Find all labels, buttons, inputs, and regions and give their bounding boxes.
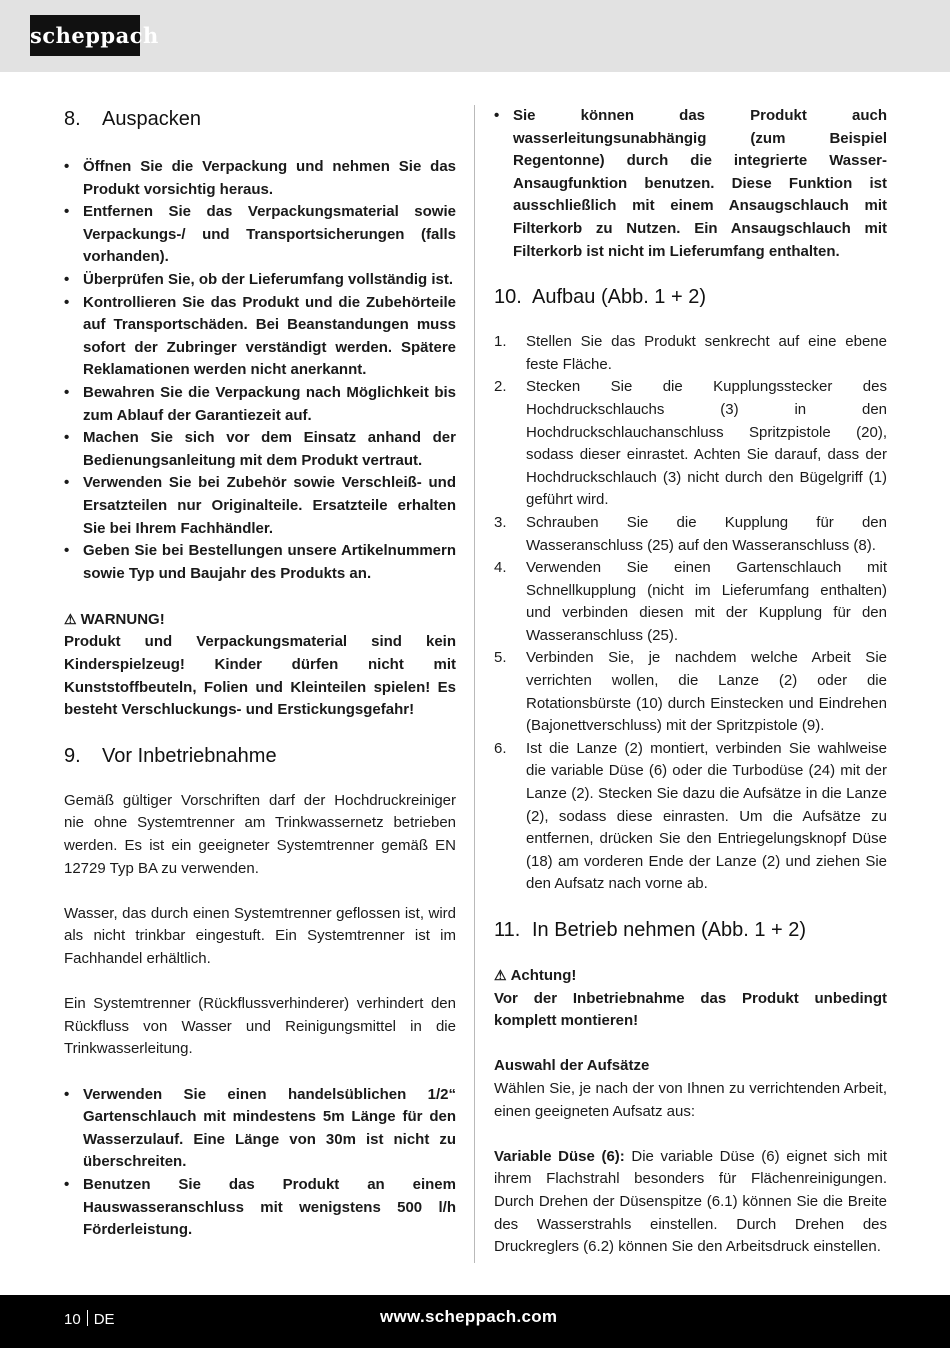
column-divider <box>474 105 475 1263</box>
step-item: 4. Verwenden Sie einen Gartenschlauch mit Schnellkupplung (nicht im Lieferumfang enthalten) und verbinden diesen mit der Kupplung für den Wasseranschluss (25). <box>494 559 887 644</box>
separator <box>87 1310 88 1326</box>
list-item: • Öffnen Sie die Verpackung und nehmen Sie das Produkt vorsichtig heraus. <box>64 158 456 198</box>
footer-bar <box>0 1295 950 1348</box>
attention-label: ⚠ Achtung! <box>494 967 577 984</box>
right-column <box>494 105 887 1259</box>
warning-label: ⚠ WARNUNG! <box>64 610 165 628</box>
attention-block <box>494 964 887 1033</box>
step-item: 5. Verbinden Sie, je nachdem welche Arbeit Sie verrichten wollen, die Lanze (2) oder die Rotationsbürste (10) durch Einstecken und Eindrehen (Bajonettverschluss) mit der Spritzpistole (9). <box>494 649 887 735</box>
paragraph: Wählen Sie, je nach der von Ihnen zu verrichtenden Arbeit, einen geeigneten Aufsatz aus: <box>494 1079 887 1120</box>
list-item: • Geben Sie bei Bestellungen unsere Artikelnummern sowie Typ und Baujahr des Produkts an. <box>64 542 456 582</box>
variable-nozzle-paragraph: Variable Düse (6): Die variable Düse (6) eignet sich mit ihrem Flachstrahl besonders für Flächenreinigungen. Durch Drehen der Düsenspitze (6.1) können Sie die Breite des Wasserstrahls einstellen. Durch Drehen des Druckreglers (6.2) können Sie den Arbeitsdruck einstellen. <box>494 1147 887 1256</box>
step-item: 3. Schrauben Sie die Kupplung für den Wasseranschluss (25) auf den Wasseranschluss (8). <box>494 513 887 554</box>
warning-text: Produkt und Verpackungsmaterial sind kein Kinderspielzeug! Kinder dürfen nicht mit Kunststoffbeuteln, Folien und Kleinteilen spielen! Es besteht Verschluckungs- und Erstickungsgefahr! <box>64 633 456 719</box>
suction-list <box>494 105 887 263</box>
scheppach-logo: scheppach <box>30 15 140 56</box>
section-9-heading: 9. Vor Inbetriebnahme <box>64 744 277 767</box>
website-link[interactable]: www.scheppach.com <box>380 1307 558 1326</box>
step-item: 2. Stecken Sie die Kupplungsstecker des Hochdruckschlauchs (3) in den Hochdruckschlauchanschluss Spritzpistole (20), sodass dieser einrastet. Achten Sie darauf, dass der Hochdruckschlauch (3) nicht durch den Bügelgriff (1) geführt wird. <box>494 378 887 509</box>
header-bar <box>0 0 950 72</box>
list-item: • Entfernen Sie das Verpackungsmaterial sowie Verpackungs-/ und Transportsicherungen (falls vorhanden). <box>64 203 456 266</box>
list-item: • Verwenden Sie bei Zubehör sowie Verschleiß- und Ersatzteilen nur Originalteile. Ersatzteile erhalten Sie bei Ihrem Fachhändler. <box>64 474 456 537</box>
paragraph: Wasser, das durch einen Systemtrenner geflossen ist, wird als nicht trinkbar eingestuft. Ein Systemtrenner ist im Fachhandel erhältlich. <box>64 904 456 967</box>
attention-text: Vor der Inbetriebnahme das Produkt unbedingt komplett montieren! <box>494 989 887 1030</box>
variable-nozzle-label: Variable Düse (6): <box>494 1147 625 1165</box>
step-item: 6. Ist die Lanze (2) montiert, verbinden Sie wahlweise die variable Düse (6) oder die Turbodüse (24) mit der Lanze (2). Stecken Sie dazu die Aufsätze in die Lanze (2), sodass diese einrasten. Um die Aufsätze zu entfernen, drücken Sie den Entriegelungsknopf Düse (18) am vorderen Ende der Lanze (2) und ziehen Sie den Aufsatz nach vorne ab. <box>494 739 887 893</box>
list-item: • Machen Sie sich vor dem Einsatz anhand der Bedienungsanleitung mit dem Produkt vertraut. <box>64 429 456 469</box>
list-item: • Benutzen Sie das Produkt an einem Hauswasseranschluss mit wenigstens 500 l/h Förderleistung. <box>64 1175 456 1239</box>
paragraph: Gemäß gültiger Vorschriften darf der Hochdruckreiniger nie ohne Systemtrenner am Trinkwassernetz betrieben werden. Es ist ein geeigneter Systemtrenner gemäß EN 12729 Typ BA zu verwenden. <box>64 791 456 877</box>
assembly-steps <box>494 331 887 896</box>
warning-triangle-icon: ⚠ <box>64 610 77 627</box>
list-item: • Bewahren Sie die Verpackung nach Möglichkeit bis zum Ablauf der Garantiezeit auf. <box>64 383 456 424</box>
left-column <box>64 105 456 1242</box>
paragraph: Ein Systemtrenner (Rückflussverhinderer) verhindert den Rückfluss von Wasser und Reinigungsmittel in die Trinkwasserleitung. <box>64 995 456 1058</box>
step-item: 1. Stellen Sie das Produkt senkrecht auf eine ebene feste Fläche. <box>494 333 887 373</box>
section-10-heading: 10. Aufbau (Abb. 1 + 2) <box>494 286 707 309</box>
hose-requirements-list <box>64 1084 456 1242</box>
list-item: • Kontrollieren Sie das Produkt und die Zubehörteile auf Transportschäden. Bei Beanstandungen muss sofort der Zubringer verständigt werden. Spätere Reklamationen werden nicht anerkannt. <box>64 293 456 379</box>
warning-triangle-icon: ⚠ <box>494 967 507 983</box>
unpacking-list <box>64 156 456 585</box>
section-11-heading: 11. In Betrieb nehmen (Abb. 1 + 2) <box>494 919 807 941</box>
subheading: Auswahl der Aufsätze <box>494 1057 650 1075</box>
section-8-heading: 8. Auspacken <box>64 108 201 130</box>
list-item: • Verwenden Sie einen handelsüblichen 1/2“ Gartenschlauch mit mindestens 5m Länge für den Wasserzulauf. Eine Länge von 30m ist nicht zu überschreiten. <box>64 1085 456 1171</box>
list-item: • Überprüfen Sie, ob der Lieferumfang vollständig ist. <box>64 270 454 288</box>
warning-block <box>64 608 456 722</box>
list-item: • Sie können das Produkt auch wasserleitungsunabhängig (zum Beispiel Regentonne) durch die integrierte Wasser-Ansaugfunktion benutzen. Diese Funktion ist ausschließlich mit einem Ansaugschlauch mit Filterkorb zu Nutzen. Ein Ansaugschlauch mit Filterkorb ist nicht im Lieferumfang enthalten. <box>494 107 887 260</box>
page-number: 10 DE <box>64 1311 115 1328</box>
